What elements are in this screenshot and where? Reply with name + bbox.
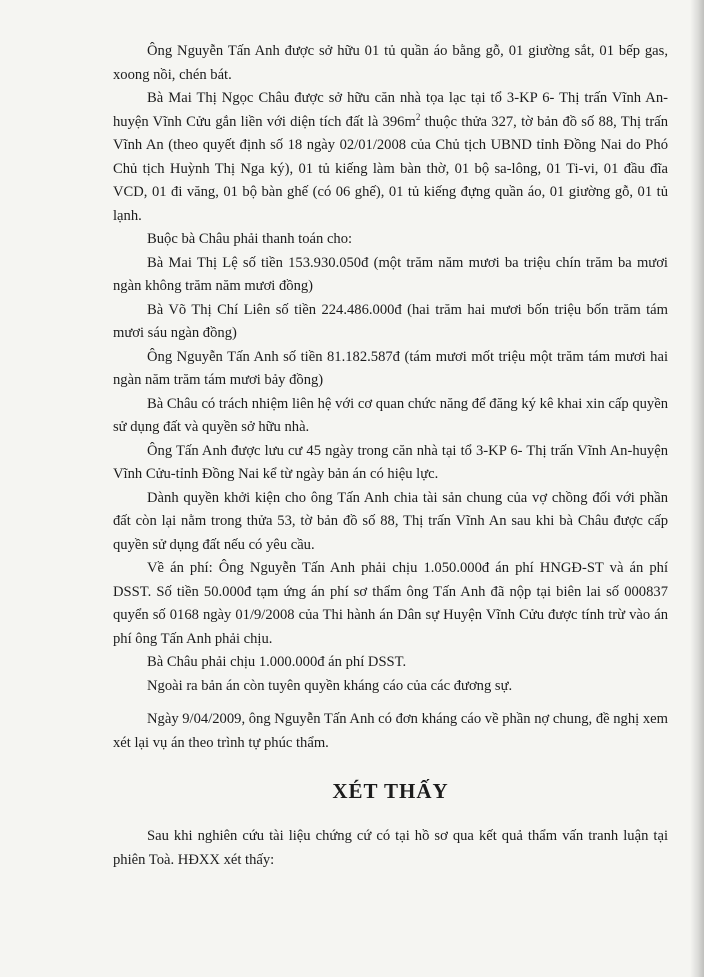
paragraph-registration: Bà Châu có trách nhiệm liên hệ với cơ quan chức năng để đăng ký kê khai xin cấp quyền sử dụng đất và quyền sở hữu nhà.: [113, 395, 668, 435]
paragraph-residence: Ông Tấn Anh được lưu cư 45 ngày trong căn nhà tại tổ 3-KP 6- Thị trấn Vĩnh An-huyện Vĩnh Cửu-tỉnh Đồng Nai kể từ ngày bản án có hiệu lực.: [113, 442, 668, 482]
paragraph-lawsuit-right: Dành quyền khởi kiện cho ông Tấn Anh chia tài sản chung của vợ chồng đối với phần đất còn lại nằm trong thửa 53, tờ bản đồ số 88, Thị trấn Vĩnh An sau khi bà Châu được cấp quyền sử dụng đất nếu có yêu cầu.: [113, 489, 668, 553]
paragraph-appeal-right: Ngoài ra bản án còn tuyên quyền kháng cáo của các đương sự.: [147, 677, 513, 694]
section-heading: XÉT THẤY: [332, 779, 449, 803]
paragraph-assets-chau-part2: thuộc thửa 327, tờ bản đồ số 88, Thị trấn Vĩnh An (theo quyết định số 18 ngày 02/01/2008 của Chủ tịch UBND tỉnh Đồng Nai do Phó Chủ tịch Huỳnh Thị Nga ký), 01 tủ kiếng làm bàn thờ, 01 bộ sa-lông, 01 Ti-vi, 01 đầu đĩa VCD, 01 đi văng, 01 bộ bàn ghế (có 06 ghế), 01 tủ kiếng đựng quần áo, 01 giường gỗ, 01 tủ lạnh.: [113, 113, 668, 224]
paragraph-assets-chau: [113, 87, 668, 228]
paragraph-court-fee: Về án phí: Ông Nguyễn Tấn Anh phải chịu 1.050.000đ án phí HNGĐ-ST và án phí DSST. Số tiền 50.000đ tạm ứng án phí sơ thẩm ông Tấn Anh đã nộp tại biên lai số 000837 quyển số 0168 ngày 01/9/2008 của Thi hành án Dân sự Huyện Vĩnh Cửu được tính trừ vào án phí ông Tấn Anh phải chịu.: [113, 560, 668, 647]
paragraph-payment-intro: Buộc bà Châu phải thanh toán cho:: [147, 231, 353, 247]
scan-edge-shadow: [690, 0, 704, 977]
paragraph-fee-chau: Bà Châu phải chịu 1.000.000đ án phí DSST.: [147, 654, 407, 670]
paragraph-payment-lien: Bà Võ Thị Chí Liên số tiền 224.486.000đ (hai trăm hai mươi bốn triệu bốn trăm tám mươi sáu ngàn đồng): [113, 301, 668, 341]
paragraph-payment-tan-anh: Ông Nguyễn Tấn Anh số tiền 81.182.587đ (tám mươi mốt triệu một trăm tám mươi hai ngàn năm trăm tám mươi bảy đồng): [113, 348, 668, 388]
paragraph-payment-le: Bà Mai Thị Lệ số tiền 153.930.050đ (một trăm năm mươi ba triệu chín trăm ba mươi ngàn không trăm năm mươi đồng): [113, 254, 668, 294]
paragraph-assets-tan-anh: Ông Nguyễn Tấn Anh được sở hữu 01 tủ quần áo bằng gỗ, 01 giường sắt, 01 bếp gas, xoong nồi, chén bát.: [113, 43, 668, 83]
document-body: [113, 40, 668, 872]
area-unit-superscript: 2: [415, 111, 421, 122]
paragraph-closing: Sau khi nghiên cứu tài liệu chứng cứ có tại hồ sơ qua kết quả thẩm vấn tranh luận tại phiên Toà. HĐXX xét thấy:: [113, 828, 668, 868]
paragraph-appeal-filed: Ngày 9/04/2009, ông Nguyễn Tấn Anh có đơn kháng cáo về phần nợ chung, đề nghị xem xét lại vụ án theo trình tự phúc thẩm.: [113, 711, 668, 751]
paragraph-assets-chau-part1: Bà Mai Thị Ngọc Châu được sở hữu căn nhà tọa lạc tại tổ 3-KP 6- Thị trấn Vĩnh An-huyện Vĩnh Cửu gắn liền với diện tích đất là 396m: [113, 90, 668, 130]
